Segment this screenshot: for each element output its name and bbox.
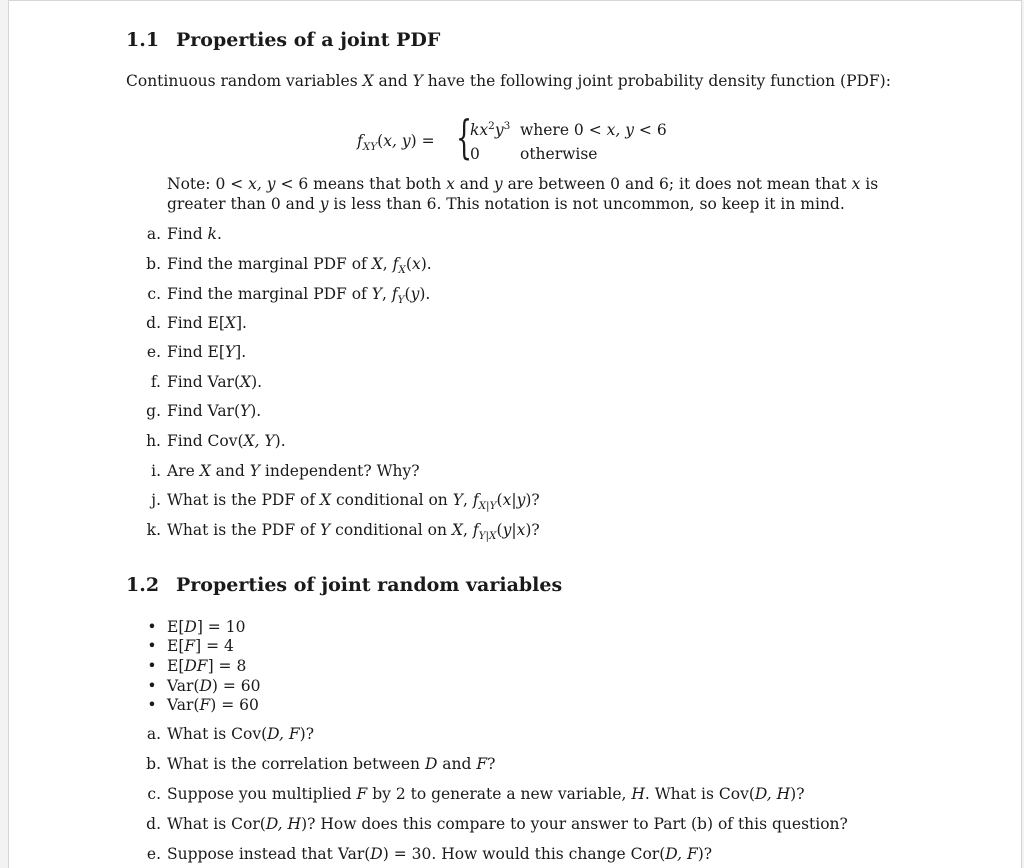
section-number: 1.2: [126, 574, 160, 596]
bullet-icon: •: [147, 677, 157, 695]
intro-paragraph: Continuous random variables X and Y have the following joint probability density function (PDF):: [126, 72, 891, 90]
bullet-icon: •: [147, 657, 157, 675]
section-title: Properties of a joint PDF: [176, 29, 441, 51]
pdf-brace: {: [456, 110, 473, 164]
section-heading-1-2: [126, 574, 562, 596]
pdf-case1-cond: where 0 < x, y < 6: [520, 121, 667, 139]
section-title: Properties of joint random variables: [176, 574, 563, 596]
bullet-icon: •: [147, 637, 157, 655]
section-heading-1-1: [126, 29, 440, 51]
bullet-icon: •: [147, 618, 157, 636]
note-line-2: greater than 0 and y is less than 6. This notation is not uncommon, so keep it in mind.: [167, 195, 845, 213]
pdf-lhs: $f_{XY}(x$, y) =: [357, 132, 435, 154]
pdf-case1-expr: $kx^2y^3$: [470, 119, 511, 139]
section-number: 1.1: [126, 29, 160, 51]
pdf-case2-cond: otherwise: [520, 145, 598, 163]
pdf-case2-expr: 0: [470, 145, 480, 163]
note-line-1: Note: 0 < x, y < 6 means that both x and y are between 0 and 6; it does not mean that x is: [167, 175, 879, 193]
bullet-icon: •: [147, 696, 157, 714]
document-page: 1.1 Properties of a joint PDF Continuous random variables X and Y have the following joint probability density function (PDF): $f_{XY}(x$, y) = { $kx^2y^3$ where 0 < x, y < 6 0 otherwise Note: 0 < x, y < 6 means that both x and y are between 0 and 6; it does not mean that x is greater than 0 and y is less than 6. This notation is not uncommon, so keep it in mind. a. Find k. b. Find the marginal PDF of X, $f_X(x)$. c. Find the marginal PDF of Y, $f_Y(y)$. d. Find E[X]. e. Find E[Y]. f. Find Var(X). g. Find Var(Y). h. Find Cov(X, Y). i. Are X and Y independent? Why? j. What is the PDF of X conditional on Y, $f_{X|Y}(x|y)$? k. What is the PDF of Y conditional on X, $f_{Y|X}(y|x)$? 1.2 Properties of joint random variables • E[D] = 10 • E[F] = 4 • E[DF] = 8 • Var(D) = 60 • Var(F) = 60 a. What is Cov(D, F)? b. What is the correlation between D and F? c. Suppose you multiplied F by 2 to generate a new variable, H. What is Cov(D, H)? d. What is Cor(D, H)? How does this compare to your answer to Part (b) of this question? e. Suppose instead that Var(D) = 30. How would this change Cor(D, F)?: [8, 0, 1022, 868]
